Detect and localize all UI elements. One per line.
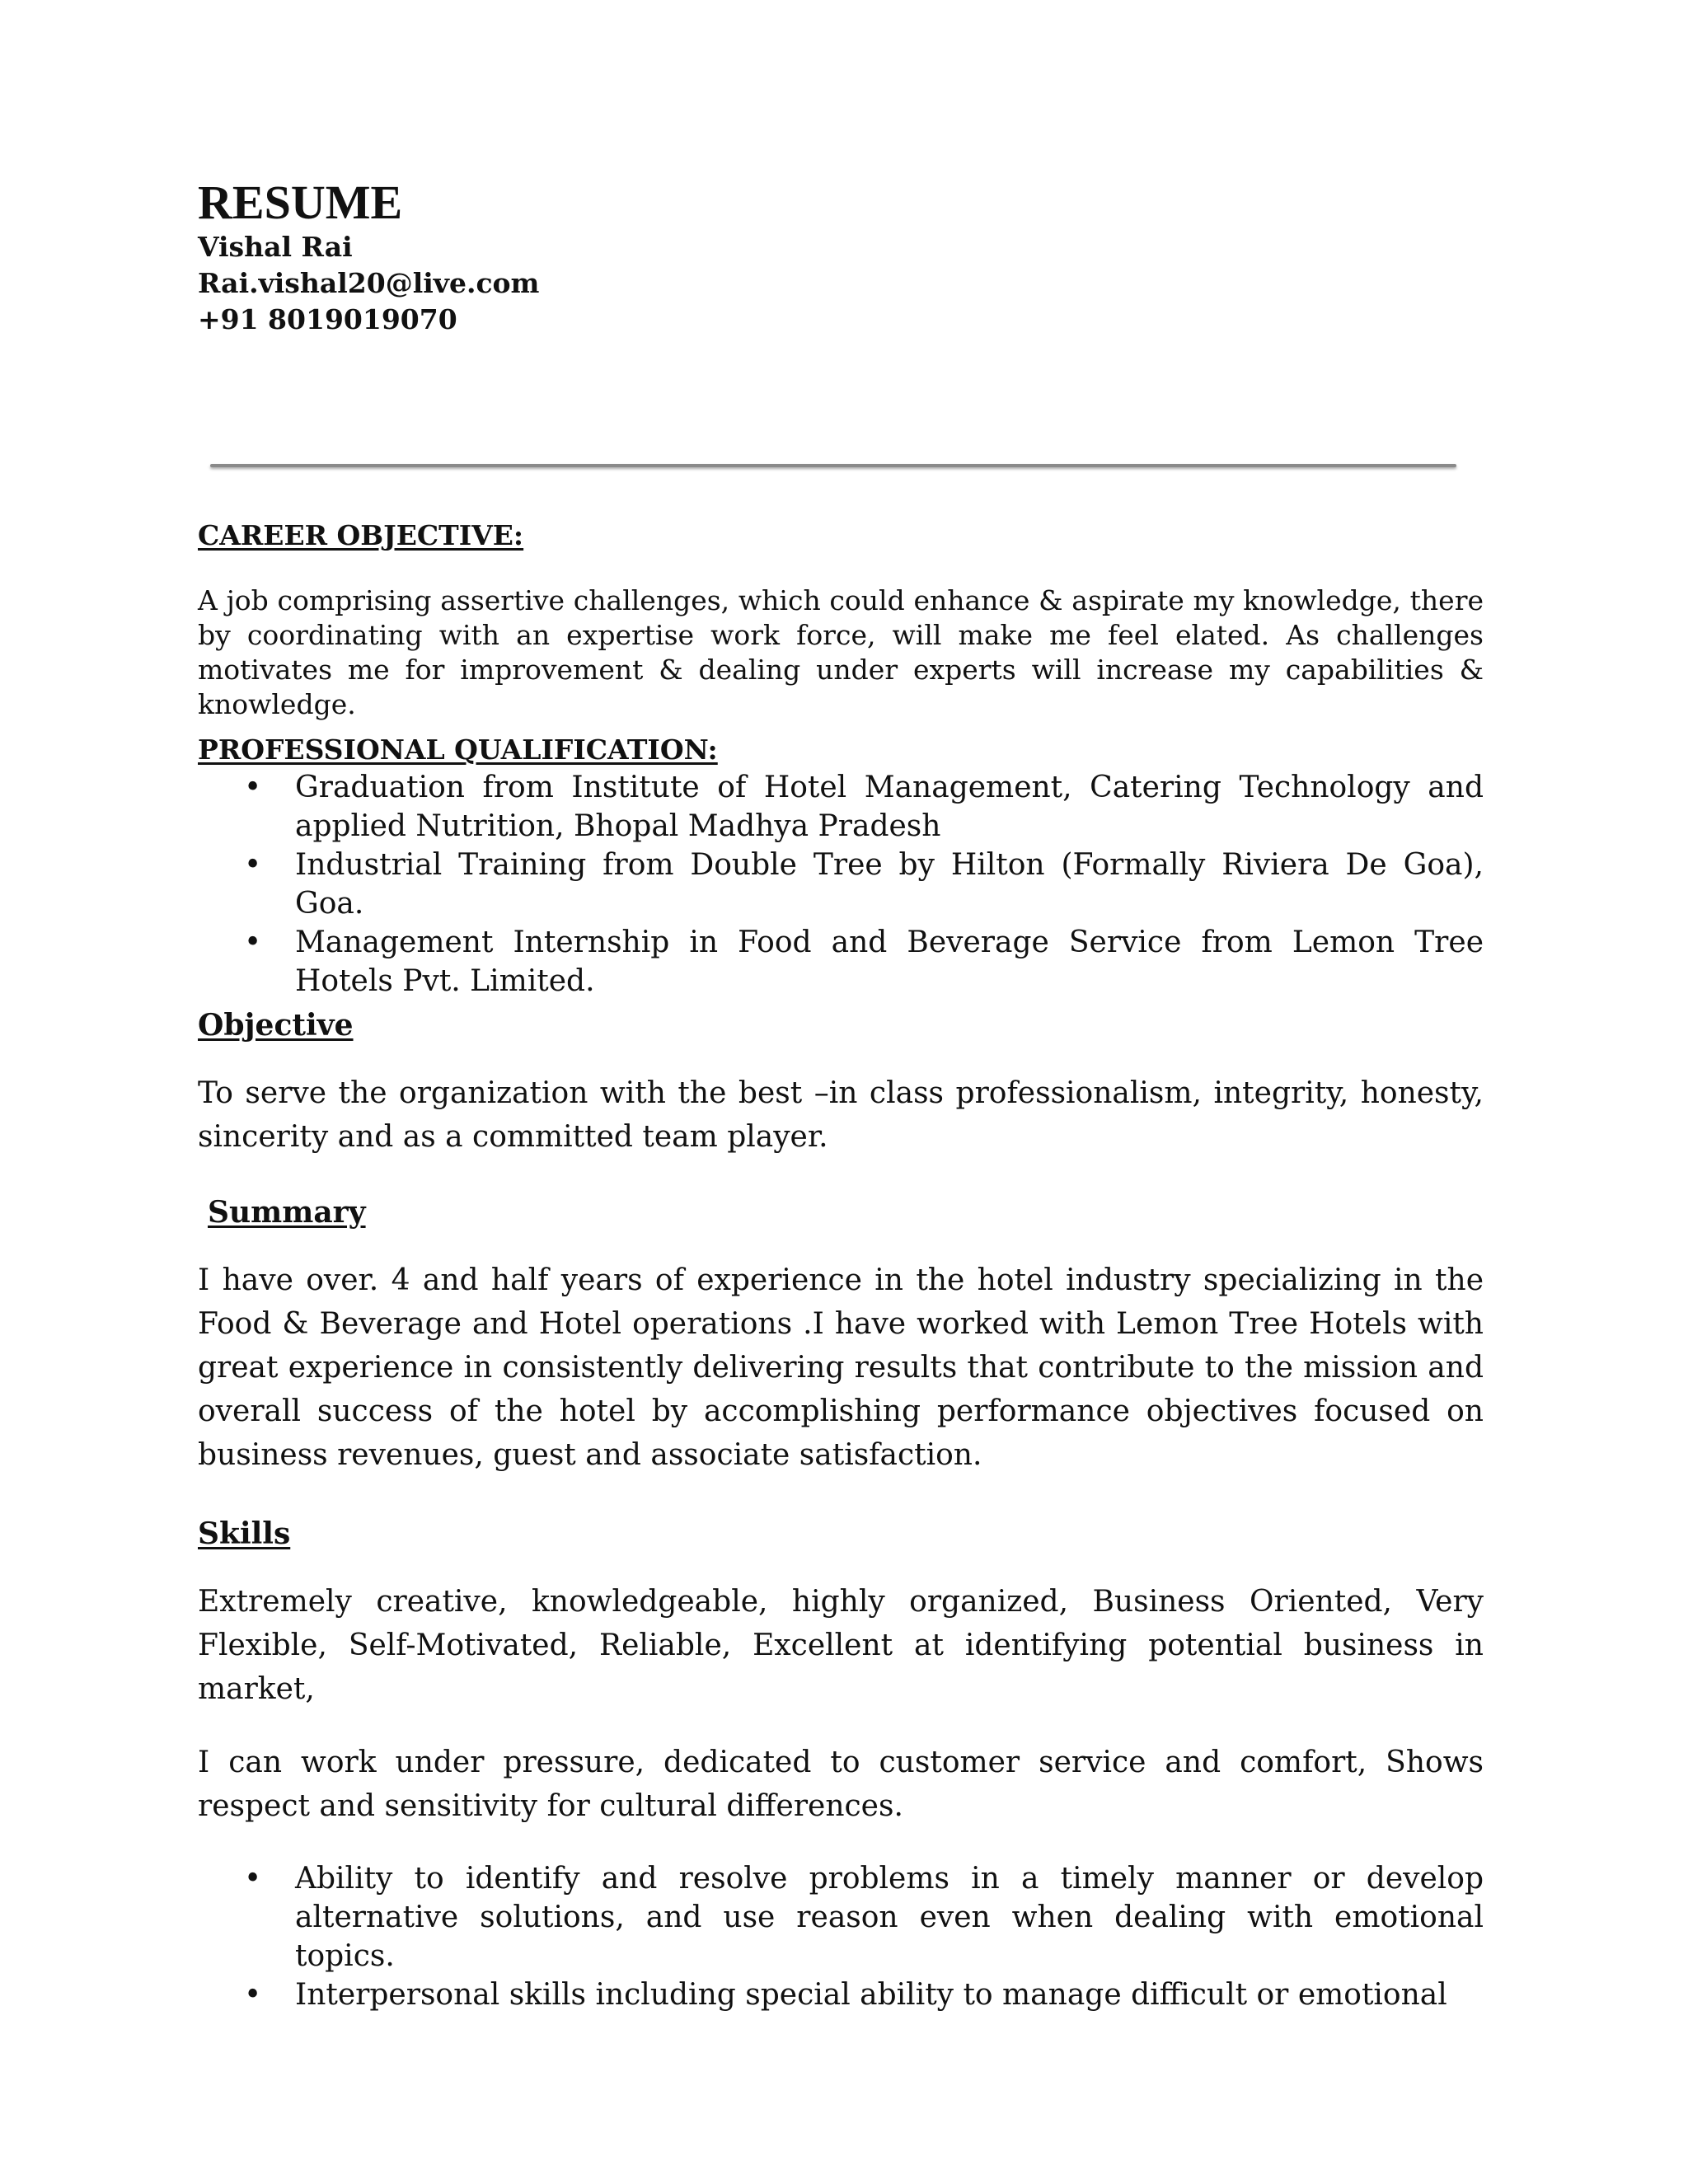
skills-paragraph-2: I can work under pressure, dedicated to customer service and comfort, Shows respect and sensitivity for cultural differences.: [198, 1746, 1484, 1823]
page-title: RESUME: [198, 176, 403, 229]
summary-heading: Summary: [208, 1195, 366, 1230]
career-objective-section: [198, 518, 1484, 722]
header-divider: [210, 464, 1456, 467]
list-item: • Industrial Training from Double Tree by Hilton (Formally Riviera De Goa), Goa.: [198, 846, 1484, 923]
career-objective-text: A job comprising assertive challenges, which could enhance & aspirate my knowledge, there by coordinating with an expertise work force, will make me feel elated. As challenges motivates me for improvement & dealing under experts will increase my capabilities & knowledge.: [198, 584, 1484, 720]
summary-text: I have over. 4 and half years of experience in the hotel industry specializing in the Food & Beverage and Hotel operations .I have worked with Lemon Tree Hotels with great experience in consistently delivering results that contribute to the mission and overall success of the hotel by accomplishing performance objectives focused on business revenues, guest and associate satisfaction.: [198, 1263, 1484, 1472]
career-objective-heading: CAREER OBJECTIVE:: [198, 519, 524, 551]
skills-list: [198, 1859, 1484, 2014]
list-item: • Ability to identify and resolve problems in a timely manner or develop alternative solutions, and use reason even when dealing with emotional topics.: [198, 1859, 1484, 1975]
bullet-icon: •: [244, 771, 262, 804]
skills-section: [198, 1514, 1484, 2014]
objective-section: [198, 1005, 1484, 1159]
skills-heading: Skills: [198, 1516, 291, 1551]
candidate-email: Rai.vishal20@live.com: [198, 267, 540, 299]
resume-header: [198, 176, 1484, 338]
summary-section: [198, 1193, 1484, 1477]
bullet-icon: •: [244, 926, 262, 959]
objective-text: To serve the organization with the best –in class professionalism, integrity, honesty, sincerity and as a committed team player.: [198, 1076, 1484, 1154]
candidate-name: Vishal Rai: [198, 231, 353, 263]
list-item: • Interpersonal skills including special ability to manage difficult or emotional: [198, 1975, 1484, 2014]
objective-heading: Objective: [198, 1008, 354, 1043]
bullet-icon: •: [244, 848, 262, 882]
list-item: • Graduation from Institute of Hotel Management, Catering Technology and applied Nutrition, Bhopal Madhya Pradesh: [198, 768, 1484, 846]
professional-qualification-heading: PROFESSIONAL QUALIFICATION:: [198, 733, 718, 766]
skills-paragraph-1: Extremely creative, knowledgeable, highly organized, Business Oriented, Very Flexible, Self-Motivated, Reliable, Excellent at identifying potential business in market,: [198, 1585, 1484, 1706]
bullet-icon: •: [244, 1862, 262, 1896]
candidate-phone: +91 8019019070: [198, 303, 457, 335]
bullet-icon: •: [244, 1978, 262, 2012]
professional-qualification-section: [198, 732, 1484, 1001]
list-item: • Management Internship in Food and Beverage Service from Lemon Tree Hotels Pvt. Limited.: [198, 923, 1484, 1001]
qualification-list: [198, 768, 1484, 1001]
